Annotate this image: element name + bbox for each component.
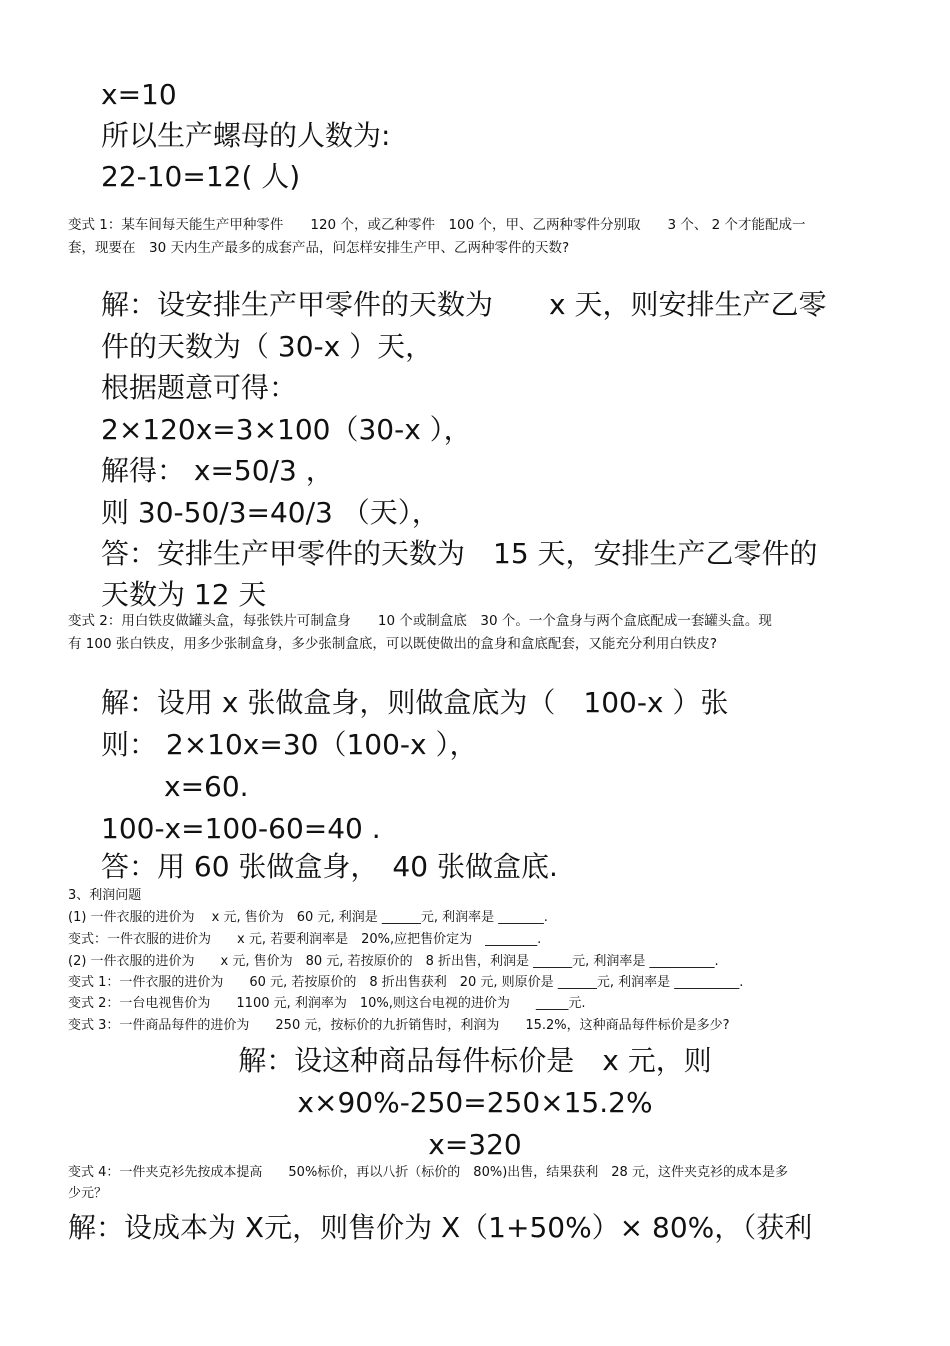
problem-text: 变式 3：一件商品每件的进价为 250 元，按标价的九折销售时，利润为 15.2%，这种商品每件标价是多少? — [68, 1018, 730, 1033]
problem-text: 变式 2：一台电视售价为 1100 元, 利润率为 10%,则这台电视的进价为 _____元. — [68, 996, 586, 1011]
problem-text: 变式 1：某车间每天能生产甲种零件 120 个，或乙种零件 100 个，甲、乙两种零件分别取 3 个、 2 个才能配成一 — [68, 217, 806, 233]
problem-text: (2) 一件衣服的进价为 x 元, 售价为 80 元, 若按原价的 8 折出售，利润是 ______元, 利润率是 __________. — [68, 954, 719, 969]
problem-text: 变式：一件衣服的进价为 x 元, 若要利润率是 20%,应把售价定为 ________. — [68, 932, 542, 947]
problem-text: 套，现要在 30 天内生产最多的成套产品，问怎样安排生产甲、乙两种零件的天数? — [68, 240, 570, 256]
solution-line: 22-10=12( 人) — [101, 160, 301, 193]
solution-line: 则： 2×10x=30（100-x ）， — [101, 728, 478, 761]
problem-text: 变式 1：一件衣服的进价为 60 元, 若按原价的 8 折出售获利 20 元, 则原价是 ______元, 利润率是 __________. — [68, 975, 744, 990]
solution-line: x=60. — [164, 770, 249, 803]
solution-line: 则 30-50/3=40/3 （天）， — [101, 496, 440, 529]
solution-line: 解：设成本为 X元，则售价为 X（1+50%）× 80%，（获利 — [68, 1211, 813, 1244]
solution-line: x=10 — [101, 78, 177, 111]
solution-line: 2×120x=3×100（30-x ）， — [101, 413, 472, 446]
problem-text: 有 100 张白铁皮，用多少张制盒身，多少张制盒底，可以既使做出的盒身和盒底配套，又能充分利用白铁皮? — [68, 636, 718, 652]
solution-line: 件的天数为（ 30-x ）天， — [101, 330, 434, 363]
solution-line: 答：安排生产甲零件的天数为 15 天，安排生产乙零件的 — [101, 537, 818, 570]
section-heading: 3、利润问题 — [68, 888, 142, 903]
problem-text: 变式 2：用白铁皮做罐头盒，每张铁片可制盒身 10 个或制盒底 30 个。一个盒身与两个盒底配成一套罐头盒。现 — [68, 613, 772, 629]
solution-line: 解得： x=50/3 ， — [101, 454, 334, 487]
problem-text: 少元？ — [68, 1186, 108, 1201]
solution-line: 解：设这种商品每件标价是 x 元，则 — [238, 1044, 712, 1077]
solution-line: 解：设用 x 张做盒身，则做盒底为（ 100-x ）张 — [101, 686, 729, 719]
solution-line: 解：设安排生产甲零件的天数为 x 天，则安排生产乙零 — [101, 288, 827, 321]
solution-line: x=320 — [428, 1128, 522, 1161]
solution-line: 根据题意可得： — [101, 371, 298, 404]
solution-line: 天数为 12 天 — [101, 578, 267, 611]
solution-line: 答：用 60 张做盒身， 40 张做盒底. — [101, 850, 558, 883]
solution-line: x×90%-250=250×15.2% — [297, 1086, 653, 1119]
solution-line: 100-x=100-60=40 . — [101, 812, 381, 845]
problem-text: 变式 4：一件夹克衫先按成本提高 50%标价，再以八折（标价的 80%)出售，结果获利 28 元，这件夹克衫的成本是多 — [68, 1165, 788, 1180]
problem-text: (1) 一件衣服的进价为 x 元, 售价为 60 元, 利润是 ______元, 利润率是 _______. — [68, 910, 548, 925]
solution-line: 所以生产螺母的人数为: — [101, 119, 391, 152]
